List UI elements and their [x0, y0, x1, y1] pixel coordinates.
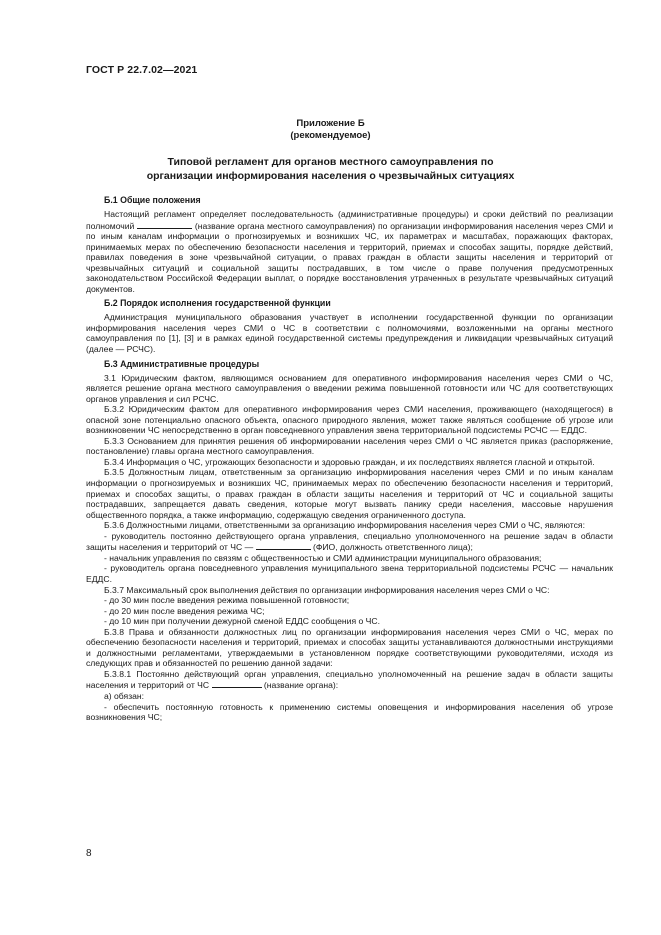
section-heading-b2: Б.2 Порядок исполнения государственной функции [104, 298, 331, 309]
paragraph-b1-part2: (название органа местного самоуправления) по организации информирования населения через СМИ и по иным каналам информации о прогнозируемых и возникших ЧС, их параметрах и масштабах, поражающих факторах, принимаемых мерах по обеспечению безопасности населения и территорий, приемах и способах защиты, порядке действий, правилах поведения в зоне чрезвычайной ситуации, о правах граждан в области защиты населения и территорий от чрезвычайных ситуаций и социальной защиты пострадавших, в том числе о праве получения предусмотренных законодательством Российской Федерации выплат, о порядке восстановления утраченных в результате чрезвычайных ситуаций документов. [86, 220, 613, 294]
paragraph-b1 [86, 209, 613, 294]
paragraph-3-5: Б.3.5 Должностным лицам, ответственным за организацию информирования населения через СМИ и по иным каналам информации о прогнозируемых и возникших ЧС, принимаемых мерах по обеспечению безопасности населения и территорий, приемах и способах защиты, о правах граждан в области защиты населения и территорий от ЧС и социальной защиты пострадавших, запрещается давать сведения, которые могут вызвать панику среди населения, массовые нарушения общественного порядка, а также информацию, содержащую сведения ограниченного доступа. [86, 467, 613, 520]
list-item-3-6-a [86, 531, 613, 553]
list-item-3-6-c: - руководитель органа повседневного управления муниципального звена территориальной подсистемы РСЧС — начальник ЕДДС. [86, 563, 613, 584]
paragraph-3-7: Б.3.7 Максимальный срок выполнения действия по организации информирования населения через СМИ о ЧС: [104, 584, 550, 595]
paragraph-3-2: Б.3.2 Юридическим фактом для оперативного информирования через СМИ населения, проживающего (находящегося) в опасной зоне потенциально опасного объекта, опасного природного явления, может также являться сообщение об угрозе или возникновении ЧС непосредственно в орган повседневного управления звена территориальной подсистемы РСЧС — ЕДДС. [86, 404, 613, 436]
list-item-3-8-1-d: - обеспечить постоянную готовность к применению системы оповещения и информирования населения об угрозе возникновения ЧС; [86, 701, 613, 723]
standard-header: ГОСТ Р 22.7.02—2021 [86, 64, 198, 76]
document-title-line2: организации информирования населения о чрезвычайных ситуациях [146, 170, 515, 182]
list-item-3-8-1-a: а) обязан: [104, 690, 145, 701]
list-item-3-7-b: - до 20 мин после введения режима ЧС; [104, 605, 265, 616]
blank-line [212, 679, 262, 688]
blank-line [137, 220, 192, 229]
section-heading-b1: Б.1 Общие положения [104, 195, 201, 205]
document-body [86, 195, 613, 723]
document-title-line1: Типовой регламент для органов местного самоуправления по [167, 156, 494, 168]
list-item-3-7-a: - до 30 мин после введения режима повышенной готовности; [104, 595, 350, 606]
paragraph-3-8: Б.3.8 Права и обязанности должностных лиц по организации информирования населения через СМИ о ЧС, мерах по обеспечению безопасности населения и территорий, приемах и способах защиты устанавливаются должностными инструкциями и должностными регламентами, утверждаемыми в установленном порядке соответствующими руководителями, исходя из следующих прав и обязанностей по решению данной задачи: [86, 626, 613, 669]
paragraph-3-4: Б.3.4 Информация о ЧС, угрожающих безопасности и здоровью граждан, и их последствиях является гласной и открытой. [104, 456, 595, 467]
paragraph-3-1: 3.1 Юридическим фактом, являющимся основанием для оперативного информирования населения через СМИ о ЧС, является решение органа местного самоуправления о введении режима повышенной готовности или ЧС для соответствующих органов управления и сил РСЧС. [86, 372, 613, 404]
appendix-subtitle: (рекомендуемое) [290, 130, 371, 141]
paragraph-3-8-1 [86, 669, 613, 691]
paragraph-3-8-1-part2: (название органа): [263, 680, 339, 691]
list-item-3-7-c: - до 10 мин при получении дежурной сменой ЕДДС сообщения о ЧС. [104, 616, 380, 627]
paragraph-3-3: Б.3.3 Основанием для принятия решения об информировании населения через СМИ о ЧС является приказ (распоряжение, постановление) главы органа местного самоуправления. [86, 435, 613, 457]
blank-line [256, 541, 311, 550]
list-item-3-6-b: - начальник управления по связям с общественностью и СМИ администрации муниципального образования; [104, 552, 542, 563]
list-item-3-6-a-part1: - руководитель постоянно действующего органа управления, специально уполномоченного на решение задач в области защиты населения и территорий от ЧС — [86, 530, 613, 553]
paragraph-b2: Администрация муниципального образования участвует в исполнении государственной функции по организации информирования населения через СМИ о ЧС в соответствии с полномочиями, возложенными на органы местного самоуправления по [1], [3] и в рамках единой государственной системы предупреждения и ликвидации чрезвычайных ситуаций (далее — РСЧС). [86, 312, 613, 355]
list-item-3-6-a-part2: (ФИО, должность ответственного лица); [312, 542, 473, 553]
section-heading-b3: Б.3 Административные процедуры [104, 358, 260, 369]
page-number: 8 [86, 848, 92, 859]
paragraph-3-6: Б.3.6 Должностными лицами, ответственными за организацию информирования населения через СМИ о ЧС, являются: [104, 520, 585, 531]
paragraph-b1-part1: Настоящий регламент определяет последовательность (административные процедуры) и сроки действий по реализации полномочий [86, 209, 613, 231]
paragraph-3-8-1-part1: Б.3.8.1 Постоянно действующий орган управления, специально уполномоченный на решение задач в области защиты населения и территорий от ЧС [86, 668, 613, 691]
appendix-title: Приложение Б [296, 118, 365, 129]
